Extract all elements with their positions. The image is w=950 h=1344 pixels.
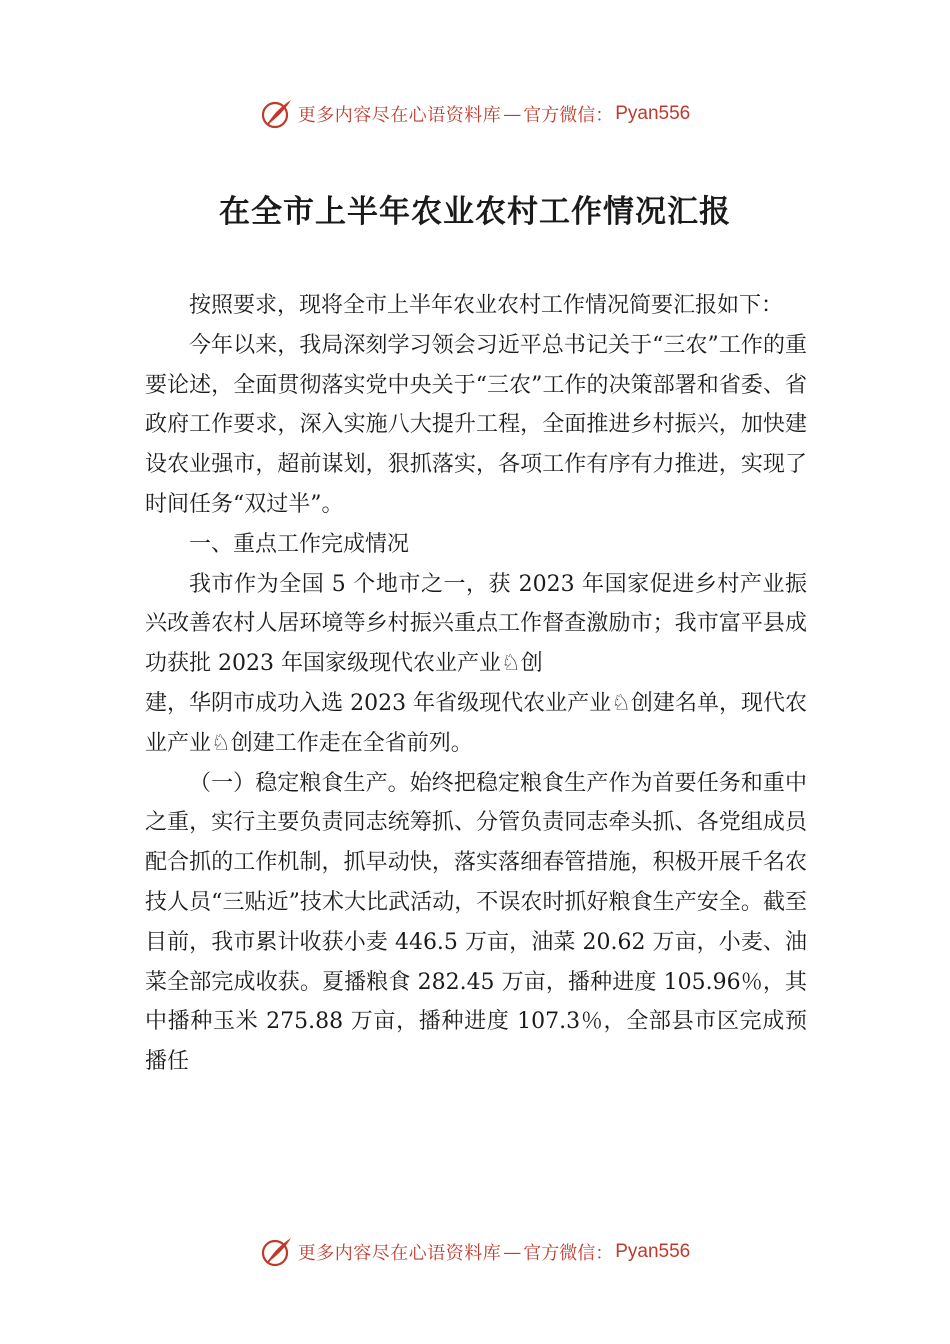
quill-logo-icon	[260, 1235, 294, 1269]
banner-text: 更多内容尽在心语资料库	[297, 105, 502, 126]
banner-wechat-id: Pyan556	[615, 103, 691, 124]
header-banner	[0, 94, 950, 134]
intro-paragraph: 按照要求，现将全市上半年农业农村工作情况简要汇报如下：	[189, 293, 784, 318]
achievements-paragraph: 我市作为全国 5 个地市之一，获 2023 年国家促进乡村产业振兴改善农村人居环境等乡村振兴重点工作督查激励市；我市富平县成功获批 2023 年国家级现代农业产业♘创	[145, 571, 807, 677]
section-heading: 一、重点工作完成情况	[189, 531, 410, 557]
banner-dash: —	[503, 1241, 522, 1263]
document-body	[145, 286, 807, 1082]
banner-dash: —	[503, 103, 522, 125]
achievements-continued-paragraph: 建，华阴市成功入选 2023 年省级现代农业产业♘创建名单，现代农业产业♘创建工作走在全省前列。	[145, 690, 807, 756]
banner-wechat-id: Pyan556	[615, 1241, 691, 1262]
overview-paragraph: 今年以来，我局深刻学习领会习近平总书记关于“三农”工作的重要论述，全面贯彻落实党中央关于“三农”工作的决策部署和省委、省政府工作要求，深入实施八大提升工程，全面推进乡村振兴，加快建设农业强市，超前谋划，狠抓落实，各项工作有序有力推进，实现了时间任务“双过半”。	[145, 332, 807, 517]
footer-banner	[0, 1232, 950, 1272]
banner-text: 更多内容尽在心语资料库	[297, 1243, 502, 1264]
document-title: 在全市上半年农业农村工作情况汇报	[219, 194, 731, 230]
banner-wechat-label: 官方微信：	[523, 1243, 614, 1264]
banner-wechat-label: 官方微信：	[523, 105, 614, 126]
quill-logo-icon	[260, 97, 294, 131]
grain-production-paragraph: （一）稳定粮食生产。始终把稳定粮食生产作为首要任务和重中之重，实行主要负责同志统筹抓、分管负责同志牵头抓、各党组成员配合抓的工作机制，抓早动快，落实落细春管措施，积极开展千名农技人员“三贴近”技术大比武活动，不误农时抓好粮食生产安全。截至目前，我市累计收获小麦 446.5 万亩，油菜 20.62 万亩，小麦、油菜全部完成收获。夏播粮食 282.45 万亩，播种进度 105.96％，其中播种玉米 275.88 万亩，播种进度 107.3％，全部县市区完成预播任	[145, 770, 807, 1075]
